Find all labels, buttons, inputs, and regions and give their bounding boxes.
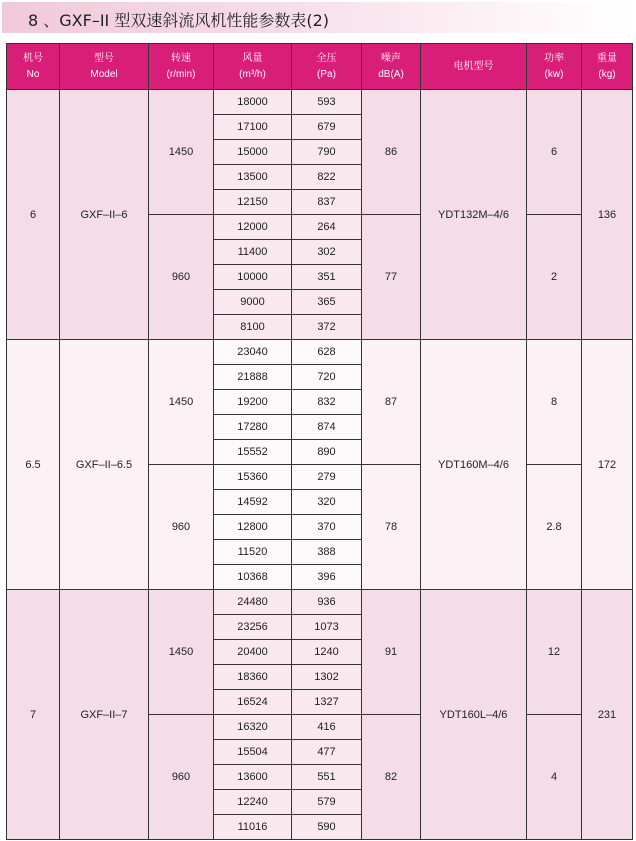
motor-cell: YDT160L–4/6 xyxy=(421,590,527,840)
airflow-cell: 15360 xyxy=(214,465,292,490)
table-row xyxy=(7,340,633,365)
airflow-cell: 17280 xyxy=(214,415,292,440)
speed-cell: 1450 xyxy=(149,340,214,465)
noise-cell: 87 xyxy=(362,340,421,465)
noise-cell: 78 xyxy=(362,465,421,590)
airflow-cell: 12800 xyxy=(214,515,292,540)
airflow-cell: 16524 xyxy=(214,690,292,715)
pressure-cell: 832 xyxy=(292,390,362,415)
airflow-cell: 21888 xyxy=(214,365,292,390)
pressure-cell: 416 xyxy=(292,715,362,740)
table-row xyxy=(7,90,633,115)
airflow-cell: 15504 xyxy=(214,740,292,765)
pressure-cell: 351 xyxy=(292,265,362,290)
power-cell: 8 xyxy=(527,340,582,465)
weight-cell: 136 xyxy=(582,90,633,340)
pressure-cell: 1240 xyxy=(292,640,362,665)
motor-cell: YDT132M–4/6 xyxy=(421,90,527,340)
airflow-cell: 18360 xyxy=(214,665,292,690)
table-header xyxy=(7,44,633,90)
model-cell: GXF–II–6.5 xyxy=(60,340,149,590)
speed-cell: 1450 xyxy=(149,590,214,715)
airflow-cell: 14592 xyxy=(214,490,292,515)
airflow-cell: 18000 xyxy=(214,90,292,115)
header-power: 功率 (kw) xyxy=(527,44,582,90)
pressure-cell: 370 xyxy=(292,515,362,540)
pressure-cell: 551 xyxy=(292,765,362,790)
airflow-cell: 24480 xyxy=(214,590,292,615)
airflow-cell: 11016 xyxy=(214,815,292,840)
header-row xyxy=(7,44,633,90)
airflow-cell: 12000 xyxy=(214,215,292,240)
airflow-cell: 23256 xyxy=(214,615,292,640)
motor-cell: YDT160M–4/6 xyxy=(421,340,527,590)
power-cell: 2 xyxy=(527,215,582,340)
airflow-cell: 19200 xyxy=(214,390,292,415)
airflow-cell: 20400 xyxy=(214,640,292,665)
power-cell: 4 xyxy=(527,715,582,840)
pressure-cell: 302 xyxy=(292,240,362,265)
airflow-cell: 17100 xyxy=(214,115,292,140)
pressure-cell: 822 xyxy=(292,165,362,190)
model-group xyxy=(7,590,633,840)
header-motor: 电机型号 xyxy=(421,44,527,90)
airflow-cell: 10000 xyxy=(214,265,292,290)
noise-cell: 77 xyxy=(362,215,421,340)
airflow-cell: 23040 xyxy=(214,340,292,365)
airflow-cell: 8100 xyxy=(214,315,292,340)
speed-cell: 960 xyxy=(149,715,214,840)
airflow-cell: 11400 xyxy=(214,240,292,265)
header-speed: 转速 (r/min) xyxy=(149,44,214,90)
pressure-cell: 396 xyxy=(292,565,362,590)
airflow-cell: 9000 xyxy=(214,290,292,315)
header-no: 机号 No xyxy=(7,44,60,90)
speed-cell: 960 xyxy=(149,465,214,590)
airflow-cell: 15552 xyxy=(214,440,292,465)
pressure-cell: 264 xyxy=(292,215,362,240)
pressure-cell: 837 xyxy=(292,190,362,215)
pressure-cell: 890 xyxy=(292,440,362,465)
pressure-cell: 874 xyxy=(292,415,362,440)
performance-table xyxy=(6,43,633,840)
weight-cell: 231 xyxy=(582,590,633,840)
airflow-cell: 15000 xyxy=(214,140,292,165)
model-group xyxy=(7,90,633,340)
pressure-cell: 936 xyxy=(292,590,362,615)
pressure-cell: 365 xyxy=(292,290,362,315)
power-cell: 2.8 xyxy=(527,465,582,590)
header-weight: 重量 (kg) xyxy=(582,44,633,90)
noise-cell: 91 xyxy=(362,590,421,715)
fan-no-cell: 6 xyxy=(7,90,60,340)
header-model: 型号 Model xyxy=(60,44,149,90)
title-bar xyxy=(2,2,634,33)
pressure-cell: 720 xyxy=(292,365,362,390)
airflow-cell: 16320 xyxy=(214,715,292,740)
noise-cell: 82 xyxy=(362,715,421,840)
airflow-cell: 10368 xyxy=(214,565,292,590)
fan-no-cell: 6.5 xyxy=(7,340,60,590)
pressure-cell: 1073 xyxy=(292,615,362,640)
model-group xyxy=(7,340,633,590)
speed-cell: 960 xyxy=(149,215,214,340)
table-row xyxy=(7,590,633,615)
airflow-cell: 13500 xyxy=(214,165,292,190)
pressure-cell: 593 xyxy=(292,90,362,115)
fan-no-cell: 7 xyxy=(7,590,60,840)
pressure-cell: 388 xyxy=(292,540,362,565)
power-cell: 12 xyxy=(527,590,582,715)
pressure-cell: 790 xyxy=(292,140,362,165)
speed-cell: 1450 xyxy=(149,90,214,215)
pressure-cell: 372 xyxy=(292,315,362,340)
pressure-cell: 477 xyxy=(292,740,362,765)
airflow-cell: 11520 xyxy=(214,540,292,565)
weight-cell: 172 xyxy=(582,340,633,590)
noise-cell: 86 xyxy=(362,90,421,215)
model-cell: GXF–II–7 xyxy=(60,590,149,840)
header-airflow: 风量 (m³/h) xyxy=(214,44,292,90)
pressure-cell: 320 xyxy=(292,490,362,515)
pressure-cell: 1302 xyxy=(292,665,362,690)
model-cell: GXF–II–6 xyxy=(60,90,149,340)
pressure-cell: 628 xyxy=(292,340,362,365)
page-title: 8 、GXF–II 型双速斜流风机性能参数表(2) xyxy=(28,11,330,30)
airflow-cell: 13600 xyxy=(214,765,292,790)
pressure-cell: 590 xyxy=(292,815,362,840)
pressure-cell: 579 xyxy=(292,790,362,815)
airflow-cell: 12240 xyxy=(214,790,292,815)
pressure-cell: 679 xyxy=(292,115,362,140)
airflow-cell: 12150 xyxy=(214,190,292,215)
header-pressure: 全压 (Pa) xyxy=(292,44,362,90)
pressure-cell: 279 xyxy=(292,465,362,490)
pressure-cell: 1327 xyxy=(292,690,362,715)
power-cell: 6 xyxy=(527,90,582,215)
header-noise: 噪声 dB(A) xyxy=(362,44,421,90)
